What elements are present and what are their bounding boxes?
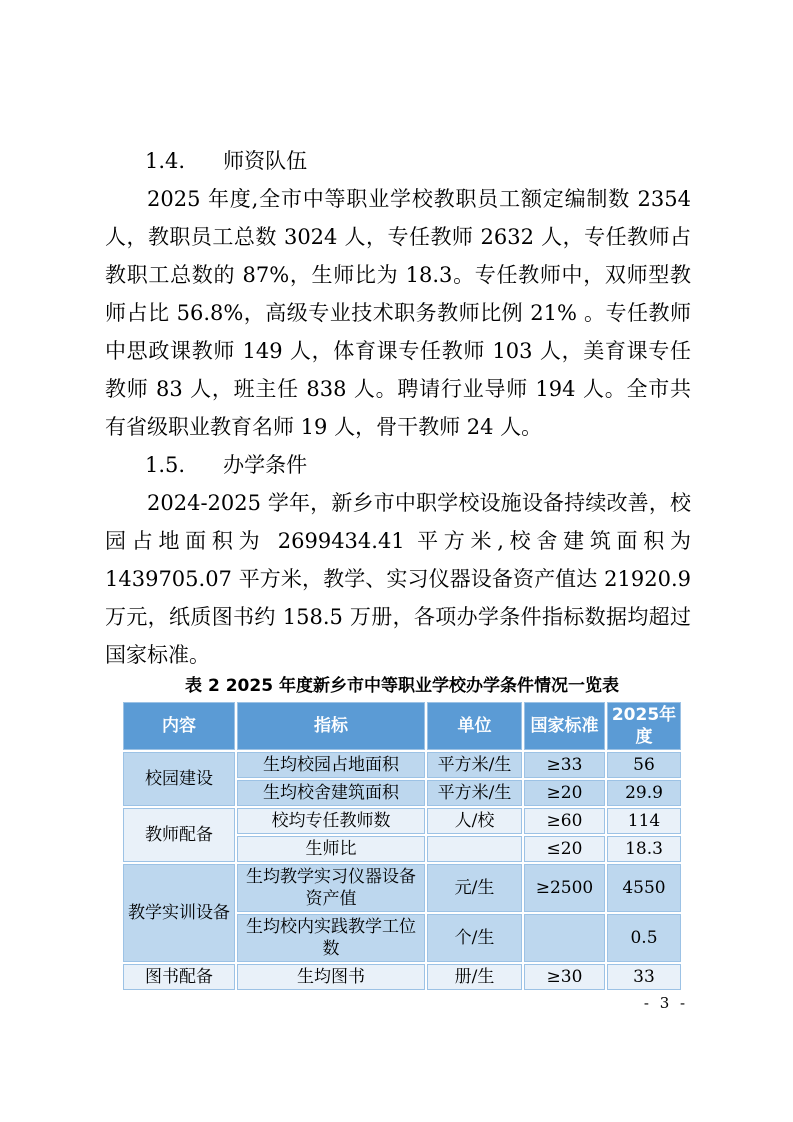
cell-unit: 平方米/生 [427,780,522,806]
cell-indicator: 校均专任教师数 [237,808,425,834]
column-header-content: 内容 [123,702,235,750]
cell-value: 114 [607,808,681,834]
cell-value: 56 [607,752,681,778]
cell-indicator: 生均校园占地面积 [237,752,425,778]
table-caption: 表 2 2025 年度新乡市中等职业学校办学条件情况一览表 [185,676,619,696]
conditions-table [121,700,683,992]
column-header-indicator: 指标 [237,702,425,750]
paragraph-staff: 2025 年度,全市中等职业学校教职员工额定编制数 2354 人，教职员工总数 3024 人，专任教师 2632 人，专任教师占教职工总数的 87%，生师比为 18.3。专任教师中，双师型教师占比 56.8%，高级专业技术职务教师比例 21% 。专任教师中思政课教师 149 人，体育课专任教师 103 人，美育课专任教师 83 人，班主任 838 人。聘请行业导师 194 人。全市共有省级职业教育名师 19 人，骨干教师 24 人。 [105,187,691,439]
group-cell-campus: 校园建设 [123,752,235,806]
cell-unit: 平方米/生 [427,752,522,778]
paragraph-conditions: 2024-2025 学年，新乡市中职学校设施设备持续改善，校园占地面积为 2699434.41 平方米,校舍建筑面积为 1439705.07 平方米，教学、实习仪器设备资产值达 21920.9 万元，纸质图书约 158.5 万册，各项办学条件指标数据均超过国家标准。 [105,491,691,667]
cell-value: 29.9 [607,780,681,806]
cell-value: 0.5 [607,914,681,962]
section-heading-1-4 [105,142,691,180]
cell-standard: ≤20 [524,836,605,862]
cell-indicator: 生均校内实践教学工位数 [237,914,425,962]
cell-unit: 个/生 [427,914,522,962]
section-title: 办学条件 [223,453,308,477]
cell-indicator: 生均校舍建筑面积 [237,780,425,806]
cell-unit [427,836,522,862]
column-header-unit: 单位 [427,702,522,750]
section-number: 1.5. [145,453,186,477]
section-heading-1-5 [105,446,691,484]
cell-standard: ≥30 [524,964,605,990]
section-number: 1.4. [145,149,186,173]
cell-indicator: 生师比 [237,836,425,862]
cell-standard: ≥20 [524,780,605,806]
cell-value: 4550 [607,864,681,912]
table-row [123,752,681,778]
table-row [123,808,681,834]
cell-standard [524,914,605,962]
cell-standard: ≥33 [524,752,605,778]
group-cell-library: 图书配备 [123,964,235,990]
table-header-row [123,702,681,750]
group-cell-teachers: 教师配备 [123,808,235,862]
page-number: - 3 - [643,994,689,1012]
group-cell-equipment: 教学实训设备 [123,864,235,962]
cell-standard: ≥2500 [524,864,605,912]
cell-unit: 元/生 [427,864,522,912]
cell-indicator: 生均图书 [237,964,425,990]
table-row [123,864,681,912]
column-header-year: 2025年度 [607,702,681,750]
cell-value: 33 [607,964,681,990]
column-header-standard: 国家标准 [524,702,605,750]
table-row [123,964,681,990]
cell-unit: 人/校 [427,808,522,834]
section-title: 师资队伍 [223,149,308,173]
page-content [105,142,691,992]
cell-standard: ≥60 [524,808,605,834]
cell-value: 18.3 [607,836,681,862]
cell-unit: 册/生 [427,964,522,990]
cell-indicator: 生均教学实习仪器设备资产值 [237,864,425,912]
